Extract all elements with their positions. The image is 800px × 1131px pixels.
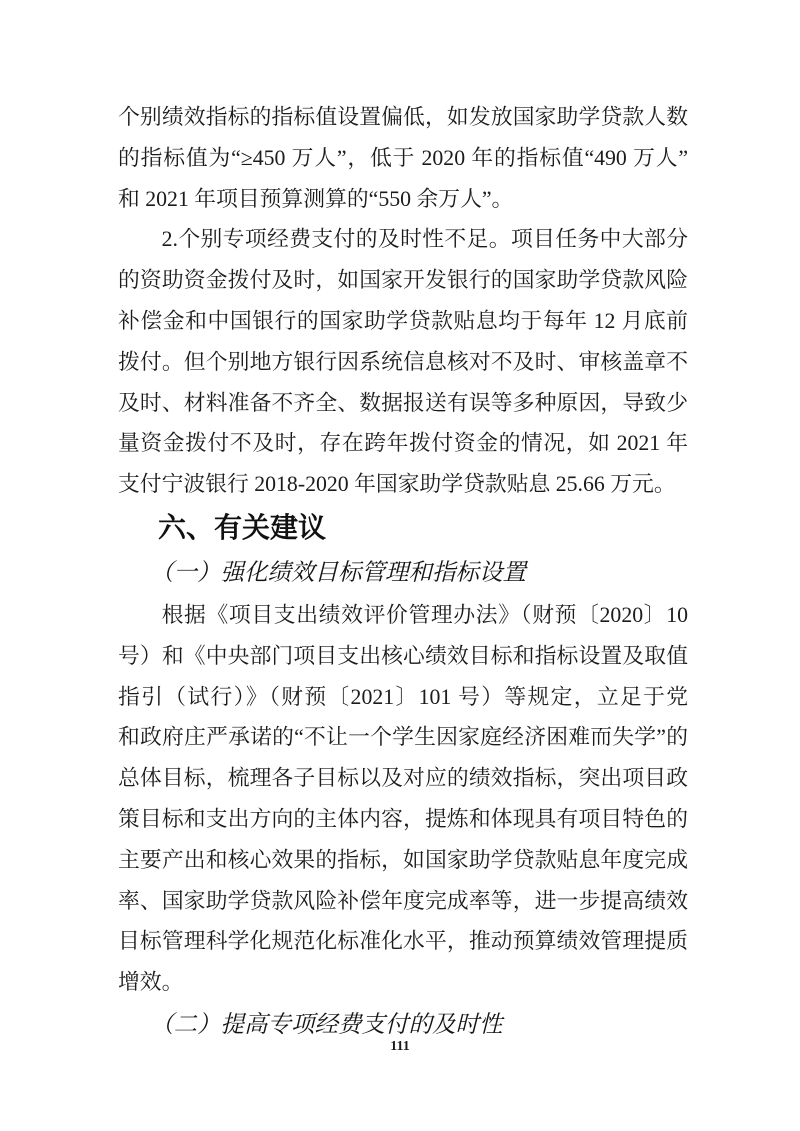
text-line: 增效。	[118, 970, 184, 995]
text-line: 的指标值为“≥450 万人”，低于 2020 年的指标值“490 万人”	[118, 145, 688, 170]
text-line: 2.个别专项经费支付的及时性不足。项目任务中大部分	[161, 227, 688, 252]
text-line: 目标管理科学化规范化标准化水平，推动预算绩效管理提质	[118, 929, 688, 954]
text-line: 和 2021 年项目预算测算的“550 余万人”。	[118, 186, 514, 211]
text-line: 率、国家助学贷款风险补偿年度完成率等，进一步提高绩效	[118, 888, 688, 913]
paragraph	[118, 97, 688, 219]
subsection-heading: （二）提高专项经费支付的及时性	[150, 1011, 503, 1038]
text-line: 拨付。但个别地方银行因系统信息核对不及时、审核盖章不	[118, 349, 688, 374]
paragraph	[118, 219, 688, 505]
document-content	[118, 97, 688, 1047]
text-line: 根据《项目支出绩效评价管理办法》（财预〔2020〕10	[161, 602, 688, 627]
text-line: 策目标和支出方向的主体内容，提炼和体现具有项目特色的	[118, 806, 688, 831]
text-line: 总体目标，梳理各子目标以及对应的绩效指标，突出项目政	[118, 766, 688, 791]
text-line: 个别绩效指标的指标值设置偏低，如发放国家助学贷款人数	[118, 105, 688, 129]
text-line: 号）和《中央部门项目支出核心绩效目标和指标设置及取值	[118, 643, 688, 668]
text-line: 补偿金和中国银行的国家助学贷款贴息均于每年 12 月底前	[118, 308, 688, 333]
paragraph	[118, 595, 688, 1003]
page-number: 111	[390, 1039, 410, 1054]
text-line: 主要产出和核心效果的指标，如国家助学贷款贴息年度完成	[118, 847, 688, 872]
text-line: 的资助资金拨付及时，如国家开发银行的国家助学贷款风险	[118, 268, 688, 293]
text-line: 和政府庄严承诺的“不让一个学生因家庭经济困难而失学”的	[118, 725, 688, 750]
text-line: 量资金拨付不及时，存在跨年拨付资金的情况，如 2021 年	[118, 431, 688, 456]
subsection-heading: （一）强化绩效目标管理和指标设置	[150, 559, 526, 586]
text-line: 支付宁波银行 2018-2020 年国家助学贷款贴息 25.66 万元。	[118, 472, 676, 497]
text-line: 及时、材料准备不齐全、数据报送有误等多种原因，导致少	[118, 390, 688, 415]
section-heading: 六、有关建议	[158, 511, 327, 543]
text-line: 指引（试行）》（财预〔2021〕101 号）等规定，立足于党	[118, 684, 688, 709]
